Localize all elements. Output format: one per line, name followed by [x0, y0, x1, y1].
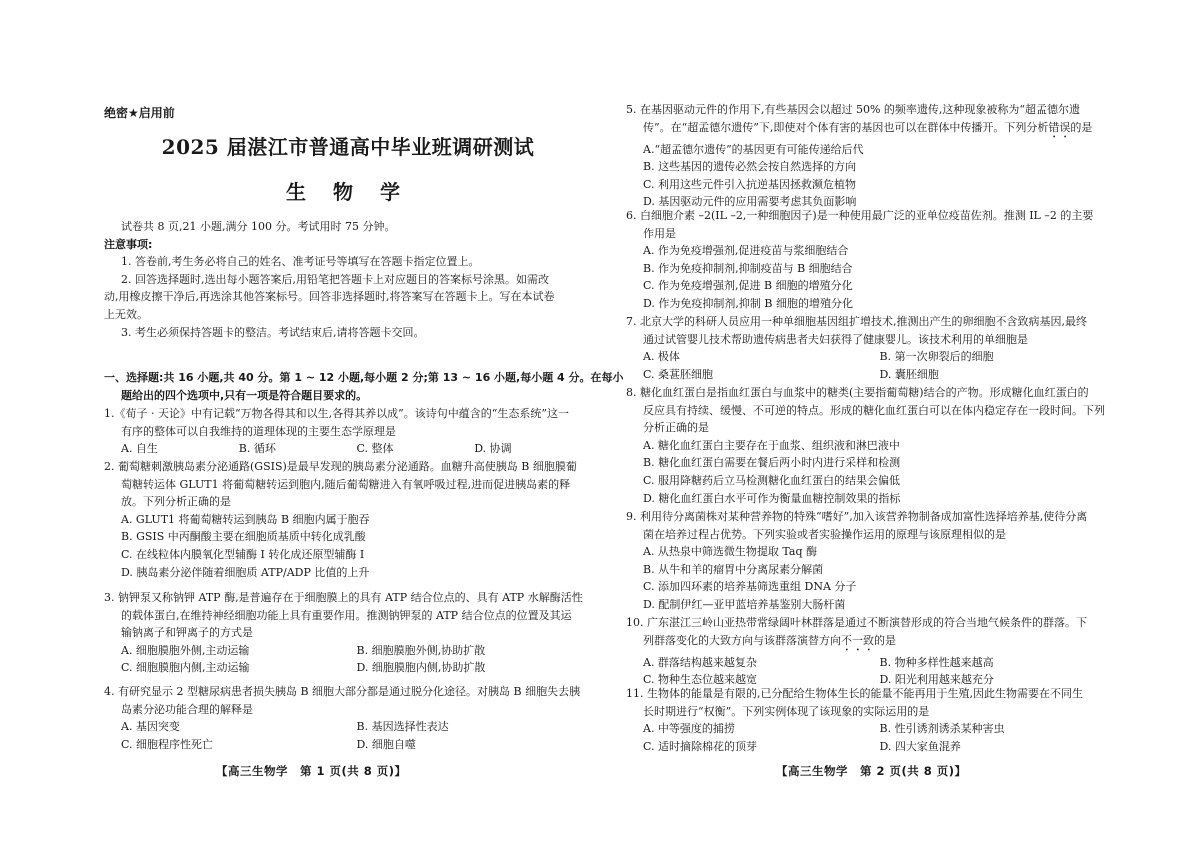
- q9-stem-2: 菌在培养过程占优势。下列实验或者实验操作运用的原理与该原理相似的是: [643, 527, 1006, 541]
- question-1: [104, 405, 592, 458]
- q7-option-a[interactable]: A. 极体: [643, 350, 680, 364]
- q8-stem-3: 分析正确的是: [643, 421, 709, 435]
- q10-emphasis: 不一致: [841, 633, 874, 647]
- question-7: [626, 313, 1116, 383]
- section-1-heading: [104, 369, 624, 404]
- q1-options: [104, 440, 592, 458]
- q5-emphasis: 错误: [1048, 120, 1071, 134]
- notes-heading: 注意事项:: [104, 237, 153, 251]
- q2-stem-1: 2. 葡萄糖刺激胰岛素分泌通路(GSIS)是最早发现的胰岛素分泌通路。血糖升高使胰岛 B 细胞膜葡: [104, 460, 577, 473]
- q3-stem-2: 的载体蛋白,在维持神经细胞功能上具有重要作用。推测钠钾泵的 ATP 结合位点的位置及其运: [121, 608, 572, 622]
- q10-option-d[interactable]: D. 阳光利用越来越充分: [879, 673, 994, 687]
- q6-option-c[interactable]: C. 作为免疫增强剂,促进 B 细胞的增殖分化: [643, 279, 853, 293]
- q4-stem-2: 岛素分泌功能合理的解释是: [121, 702, 253, 716]
- q7-stem-2: 通过试管婴儿技术帮助遗传病患者夫妇获得了健康婴儿。该技术利用的单细胞是: [643, 332, 1028, 346]
- q9-option-a[interactable]: A. 从热泉中筛选微生物提取 Taq 酶: [643, 545, 818, 559]
- q10-stem-2: 列群落变化的大致方向与该群落演替方向不一致的是: [643, 633, 896, 647]
- q2-option-d[interactable]: D. 胰岛素分泌伴随着细胞质 ATP/ADP 比值的上升: [121, 565, 370, 579]
- q6-option-d[interactable]: D. 作为免疫抑制剂,抑制 B 细胞的增殖分化: [643, 296, 853, 310]
- q2-stem-3: 放。下列分析正确的是: [121, 495, 231, 509]
- q5-option-c[interactable]: C. 利用这些元件引入抗逆基因拯救濒危植物: [643, 177, 857, 191]
- q3-options-ab: [104, 642, 592, 660]
- q7-options-cd: [626, 366, 1116, 384]
- q4-option-a[interactable]: A. 基因突变: [121, 720, 180, 734]
- q4-option-b[interactable]: B. 基因选择性表达: [356, 720, 449, 734]
- notes-intro: 试卷共 8 页,21 小题,满分 100 分。考试用时 75 分钟。: [121, 220, 396, 233]
- question-11: [626, 685, 1116, 755]
- exam-notes: [104, 218, 592, 341]
- q1-stem-1: 1.《荀子 · 天论》中有记载“万物各得其和以生,各得其养以成”。该诗句中蕴含的“生态系统”这一: [104, 407, 569, 420]
- q11-options-ab: [626, 720, 1116, 738]
- note-2-line-3: 上无效。: [104, 307, 148, 321]
- q7-option-b[interactable]: B. 第一次卵裂后的细胞: [879, 350, 994, 364]
- note-1: 1. 答卷前,考生务必将自己的姓名、准考证号等填写在答题卡指定位置上。: [121, 255, 480, 269]
- q5-stem-1: 5. 在基因驱动元件的作用下,有些基因会以超过 50% 的频率遗传,这种现象被称为“超孟德尔遗: [626, 103, 1081, 116]
- q4-options-ab: [104, 718, 592, 736]
- q4-stem-1: 4. 有研究显示 2 型糖尿病患者损失胰岛 B 细胞大部分都是通过脱分化途径。对胰岛 B 细胞失去胰: [104, 685, 581, 698]
- question-4: [104, 683, 592, 753]
- note-2-line-1: 2. 回答选择题时,选出每小题答案后,用铅笔把答题卡上对应题目的答案标号涂黑。如需改: [121, 272, 549, 286]
- question-5: [626, 101, 1116, 211]
- q7-option-c[interactable]: C. 桑葚胚细胞: [643, 367, 714, 381]
- q8-stem-2: 反应具有持续、缓慢、不可逆的特点。形成的糖化血红蛋白可以在体内稳定存在一段时间。下列: [643, 403, 1105, 417]
- q8-option-a[interactable]: A. 糖化血红蛋白主要存在于血浆、组织液和淋巴液中: [643, 438, 900, 452]
- q9-option-c[interactable]: C. 添加四环素的培养基筛选重组 DNA 分子: [643, 580, 857, 594]
- q3-options-cd: [104, 659, 592, 677]
- q7-option-d[interactable]: D. 囊胚细胞: [879, 367, 939, 381]
- q7-options-ab: [626, 348, 1116, 366]
- q10-options-ab: [626, 654, 1116, 672]
- q8-option-c[interactable]: C. 服用降糖药后立马检测糖化血红蛋白的结果会偏低: [643, 473, 901, 487]
- q8-option-d[interactable]: D. 糖化血红蛋白水平可作为衡量血糖控制效果的指标: [643, 491, 901, 505]
- q1-option-c[interactable]: C. 整体: [356, 442, 394, 456]
- q6-stem-2: 作用是: [643, 226, 676, 240]
- q9-stem-1: 9. 利用待分离菌株对某种营养物的特殊“嗜好”,加入该营养物制备成加富性选择培养基,使待分离: [626, 510, 1088, 523]
- question-8: [626, 384, 1116, 507]
- q4-options-cd: [104, 736, 592, 754]
- question-6: [626, 207, 1116, 313]
- q4-option-d[interactable]: D. 细胞自噬: [356, 737, 416, 751]
- q10-option-a[interactable]: A. 群落结构越来越复杂: [643, 655, 757, 669]
- q10-option-c[interactable]: C. 物种生态位越来越宽: [643, 673, 758, 687]
- q11-options-cd: [626, 738, 1116, 756]
- q2-option-b[interactable]: B. GSIS 中丙酮酸主要在细胞质基质中转化成乳酸: [121, 530, 366, 544]
- q3-option-b[interactable]: B. 细胞膜胞外侧,协助扩散: [356, 643, 486, 657]
- q9-option-b[interactable]: B. 从牛和羊的瘤胃中分离尿素分解菌: [643, 562, 824, 576]
- secret-mark: 绝密★启用前: [104, 106, 175, 120]
- q11-stem-2: 长时期进行“权衡”。下列实例体现了该现象的实际运用的是: [643, 704, 930, 718]
- q9-option-d[interactable]: D. 配制伊红—亚甲蓝培养基鉴别大肠杆菌: [643, 597, 846, 611]
- q2-stem-2: 萄糖转运体 GLUT1 将葡萄糖转运到胞内,随后葡萄糖进入有氧呼吸过程,进而促进胰岛素的释: [121, 477, 571, 491]
- question-2: [104, 458, 592, 581]
- q1-option-b[interactable]: B. 循环: [238, 442, 276, 456]
- question-10: [626, 614, 1116, 689]
- q5-option-b[interactable]: B. 这些基因的遗传必然会按自然选择的方向: [643, 160, 857, 174]
- q3-option-d[interactable]: D. 细胞膜胞内侧,协助扩散: [356, 661, 486, 675]
- q1-option-d[interactable]: D. 协调: [474, 442, 512, 456]
- q11-option-b[interactable]: B. 性引诱剂诱杀某种害虫: [879, 722, 1005, 736]
- note-3: 3. 考生必须保持答题卡的整洁。考试结束后,请将答题卡交回。: [121, 325, 425, 339]
- q3-option-a[interactable]: A. 细胞膜胞外侧,主动运输: [121, 643, 250, 657]
- q6-option-a[interactable]: A. 作为免疫增强剂,促进疫苗与浆细胞结合: [643, 244, 849, 258]
- section-1-line-1: 一、选择题:共 16 小题,共 40 分。第 1 ~ 12 小题,每小题 2 分;第 13 ~ 16 小题,每小题 4 分。在每小: [104, 371, 624, 384]
- q10-option-b[interactable]: B. 物种多样性越来越高: [879, 655, 994, 669]
- q1-stem-2: 有序的整体可以自我维持的道理体现的主要生态学原理是: [121, 424, 396, 438]
- q8-stem-1: 8. 糖化血红蛋白是指血红蛋白与血浆中的糖类(主要指葡萄糖)结合的产物。形成糖化血红蛋白的: [626, 386, 1089, 399]
- page-1-footer: 【高三生物学 第 1 页(共 8 页)】: [216, 764, 407, 778]
- note-2-line-2: 动,用橡皮擦干净后,再选涂其他答案标号。回答非选择题时,将答案写在答题卡上。写在本试卷: [104, 290, 555, 304]
- q5-option-a[interactable]: A.“超孟德尔遗传”的基因更有可能传递给后代: [643, 142, 864, 156]
- q3-stem-1: 3. 钠钾泵又称钠钾 ATP 酶,是普遍存在于细胞膜上的具有 ATP 结合位点的、具有 ATP 水解酶活性: [104, 591, 583, 604]
- q11-option-a[interactable]: A. 中等强度的捕捞: [643, 722, 735, 736]
- question-9: [626, 508, 1116, 614]
- q1-option-a[interactable]: A. 自生: [121, 442, 158, 456]
- q3-option-c[interactable]: C. 细胞膜胞内侧,主动运输: [121, 661, 250, 675]
- q11-stem-1: 11. 生物体的能量是有限的,已分配给生物体生长的能量不能再用于生殖,因此生物需要在不同生: [626, 687, 1083, 700]
- q7-stem-1: 7. 北京大学的科研人员应用一种单细胞基因组扩增技术,推测出产生的卵细胞不含致病基因,最终: [626, 315, 1087, 328]
- q3-stem-3: 输钠离子和钾离子的方式是: [121, 626, 253, 640]
- q5-stem-2: 传”。在“超孟德尔遗传”下,即使对个体有害的基因也可以在群体中传播开。下列分析错误的是: [643, 120, 1093, 134]
- exam-title: 2025 届湛江市普通高中毕业班调研测试: [161, 135, 535, 159]
- q4-option-c[interactable]: C. 细胞程序性死亡: [121, 737, 214, 751]
- q2-option-c[interactable]: C. 在线粒体内膜氧化型辅酶 Ⅰ 转化成还原型辅酶 Ⅰ: [121, 547, 365, 561]
- q2-option-a[interactable]: A. GLUT1 将葡萄糖转运到胰岛 B 细胞内属于胞吞: [121, 512, 370, 526]
- q5-option-d[interactable]: D. 基因驱动元件的应用需要考虑其负面影响: [643, 195, 857, 209]
- section-1-line-2: 题给出的四个选项中,只有一项是符合题目要求的。: [121, 388, 368, 402]
- question-3: [104, 589, 592, 677]
- q11-option-c[interactable]: C. 适时摘除棉花的顶芽: [643, 739, 758, 753]
- q8-option-b[interactable]: B. 糖化血红蛋白需要在餐后两小时内进行采样和检测: [643, 456, 901, 470]
- exam-subject: 生 物 学: [286, 180, 410, 204]
- page-2-footer: 【高三生物学 第 2 页(共 8 页)】: [776, 764, 967, 778]
- q10-stem-1: 10. 广东湛江三岭山亚热带常绿阔叶林群落是通过不断演替形成的符合当地气候条件的群落。下: [626, 616, 1087, 629]
- q11-option-d[interactable]: D. 四大家鱼混养: [879, 739, 961, 753]
- q6-option-b[interactable]: B. 作为免疫抑制剂,抑制疫苗与 B 细胞结合: [643, 261, 853, 275]
- q6-stem-1: 6. 白细胞介素 –2(IL –2,一种细胞因子)是一种使用最广泛的亚单位疫苗佐剂。推测 IL –2 的主要: [626, 209, 1094, 222]
